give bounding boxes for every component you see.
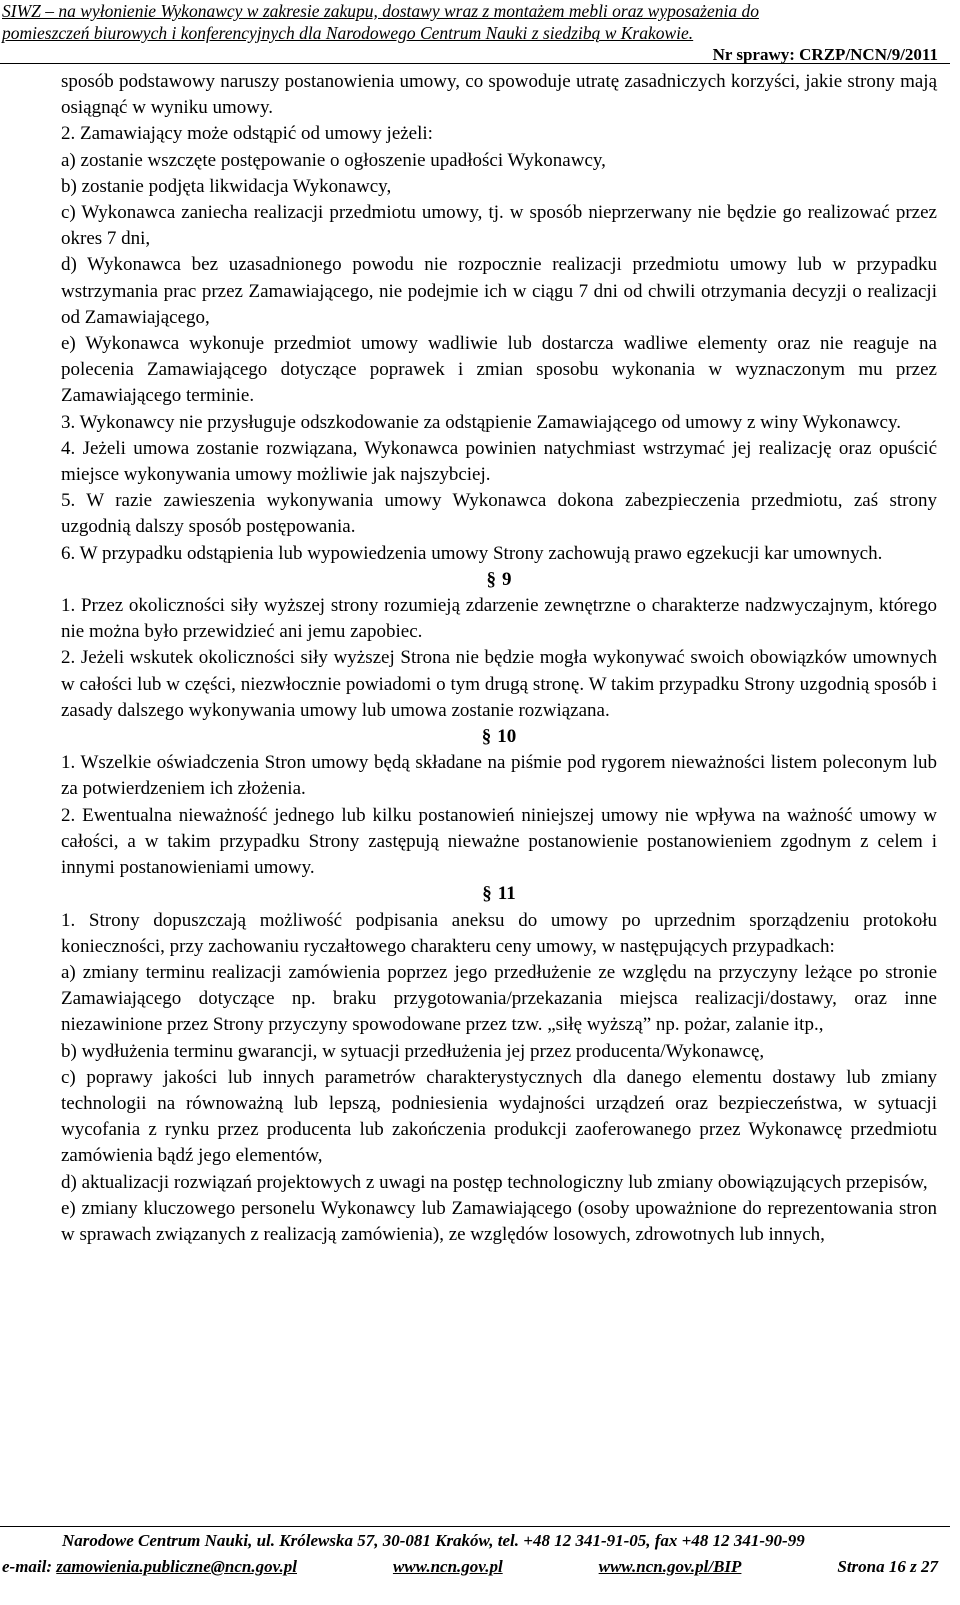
paragraph-2a: a) zostanie wszczęte postępowanie o ogłoszenie upadłości Wykonawcy, [61,149,606,171]
paragraph-2d: d) Wykonawca bez uzasadnionego powodu nie rozpocznie realizacji przedmiotu umowy lub w przypadku wstrzymania prac przez Zamawiającego, nie podejmie ich w ciągu 7 dni od chwili otrzymania decyzji o realizacji od Zamawiającego, [61,254,937,328]
section-number: 11 [497,883,516,905]
paragraph-symbol: § [486,568,496,590]
paragraph-2c: c) Wykonawca zaniecha realizacji przedmiotu umowy, tj. w sposób nieprzerwany nie będzie go realizować przez okres 7 dni, [61,202,937,250]
document-body [61,69,937,1248]
section-number: 9 [502,568,512,590]
email-link[interactable]: zamowienia.publiczne@ncn.gov.pl [56,1557,297,1576]
paragraph-2b: b) zostanie podjęta likwidacja Wykonawcy, [61,175,392,197]
s11-item-c: c) poprawy jakości lub innych parametrów charakterystycznych dla danego elementu dostawy lub zmiany technologii na równoważną lub lepszą, podniesienia wydajności urządzeń oraz bezpieczeństwa, w sytuacji wycofania z rynku przez producenta lub zakończenia produkcji zaoferowanego przez Wykonawcę przedmiotu zamówienia bądź jego elementów, [61,1066,937,1167]
header-divider [0,63,950,64]
footer-email-group [2,1554,297,1580]
s11-item-b: b) wydłużenia terminu gwarancji, w sytuacji przedłużenia jej przez producenta/Wykonawcę, [61,1040,765,1062]
s11-item-a: a) zmiany terminu realizacji zamówienia poprzez jego przedłużenie ze względu na przyczyny leżące po stronie Zamawiającego dotyczące np. braku przygotowania/przekazania miejsca realizacji/dostawy, oraz inne niezawinione przez Strony przyczyny spowodowane przez tzw. „siłę wyższą” np. pożar, zalanie itp., [61,961,937,1036]
section-number: 10 [497,726,517,748]
page-footer [0,1528,950,1580]
footer-divider [0,1526,950,1527]
s9-paragraph-1: 1. Przez okoliczności siły wyższej strony rozumieją zdarzenie zewnętrzne o charakterze nadzwyczajnym, którego nie można było przewidzieć ani jemu zapobiec. [61,595,937,643]
paragraph-2e: e) Wykonawca wykonuje przedmiot umowy wadliwie lub dostarcza wadliwe elementy oraz nie reaguje na polecenia Zamawiającego dotyczące poprawek i zmian sposobu wykonania w wyznaczonym mu przez Zamawiającego terminie. [61,333,937,407]
section-heading-10 [61,724,937,750]
paragraph-continuation: sposób podstawowy naruszy postanowienia umowy, co spowoduje utratę zasadniczych korzyści, jakie strony mają osiągnąć w wyniku umowy. [61,71,937,119]
paragraph-3: 3. Wykonawcy nie przysługuje odszkodowanie za odstąpienie Zamawiającego od umowy z winy Wykonawcy. [61,411,901,433]
footer-address: Narodowe Centrum Nauki, ul. Królewska 57, 30-081 Kraków, tel. +48 12 341-91-05, fax +48 12 341-90-99 [62,1531,805,1550]
section-heading-11 [61,881,937,907]
paragraph-2: 2. Zamawiający może odstąpić od umowy jeżeli: [61,123,433,145]
header-title-line-2: pomieszczeń biurowych i konferencyjnych dla Narodowego Centrum Nauki z siedzibą w Krakowie. [2,23,694,43]
footer-contact-line [0,1554,950,1580]
s9-paragraph-2: 2. Jeżeli wskutek okoliczności siły wyższej Strona nie będzie mogła wykonywać swoich obowiązków umownych w całości lub w części, niezwłocznie powiadomi o tym drugą stronę. W takim przypadku Strony uzgodnią sposób i zasady dalszego wykonywania umowy lub umowa zostanie rozwiązana. [61,647,937,721]
paragraph-4: 4. Jeżeli umowa zostanie rozwiązana, Wykonawca powinien natychmiast wstrzymać jej realizację oraz opuścić miejsce wykonywania umowy możliwie jak najszybciej. [61,437,937,486]
s11-item-e: e) zmiany kluczowego personelu Wykonawcy lub Zamawiającego (osoby upoważnione do reprezentowania stron w sprawach związanych z realizacją zamówienia), ze względów losowych, zdrowotnych lub innych, [61,1197,937,1245]
page-number: Strona 16 z 27 [837,1557,938,1576]
s10-paragraph-2: 2. Ewentualna nieważność jednego lub kilku postanowień niniejszej umowy nie wpływa na ważność umowy w całości, a w takim przypadku Strony zastępują nieważne postanowienie postanowieniem zgodnym z celem i innymi postanowieniami umowy. [61,804,937,879]
case-number: Nr sprawy: CRZP/NCN/9/2011 [712,45,938,64]
bip-link[interactable]: www.ncn.gov.pl/BIP [598,1557,742,1576]
paragraph-6: 6. W przypadku odstąpienia lub wypowiedzenia umowy Strony zachowują prawo egzekucji kar umownych. [61,542,883,564]
page-header [0,0,950,66]
s11-item-d: d) aktualizacji rozwiązań projektowych z uwagi na postęp technologiczny lub zmiany obowiązujących przepisów, [61,1171,928,1193]
section-heading-9 [61,567,937,593]
s10-paragraph-1: 1. Wszelkie oświadczenia Stron umowy będą składane na piśmie pod rygorem nieważności listem poleconym lub za potwierdzeniem ich złożenia. [61,752,937,800]
paragraph-symbol: § [482,883,492,905]
paragraph-symbol: § [481,726,492,748]
header-title-line-1: SIWZ – na wyłonienie Wykonawcy w zakresie zakupu, dostawy wraz z montażem mebli oraz wyposażenia do [2,1,759,21]
email-label: e-mail: [2,1557,57,1576]
s11-paragraph-1: 1. Strony dopuszczają możliwość podpisania aneksu do umowy po uprzednim sporządzeniu protokołu konieczności, przy zachowaniu ryczałtowego charakteru ceny umowy, w następujących przypadkach: [61,909,937,957]
paragraph-5: 5. W razie zawieszenia wykonywania umowy Wykonawca dokona zabezpieczenia przedmiotu, zaś strony uzgodnią dalszy sposób postępowania. [61,490,937,538]
website-link[interactable]: www.ncn.gov.pl [392,1557,503,1576]
